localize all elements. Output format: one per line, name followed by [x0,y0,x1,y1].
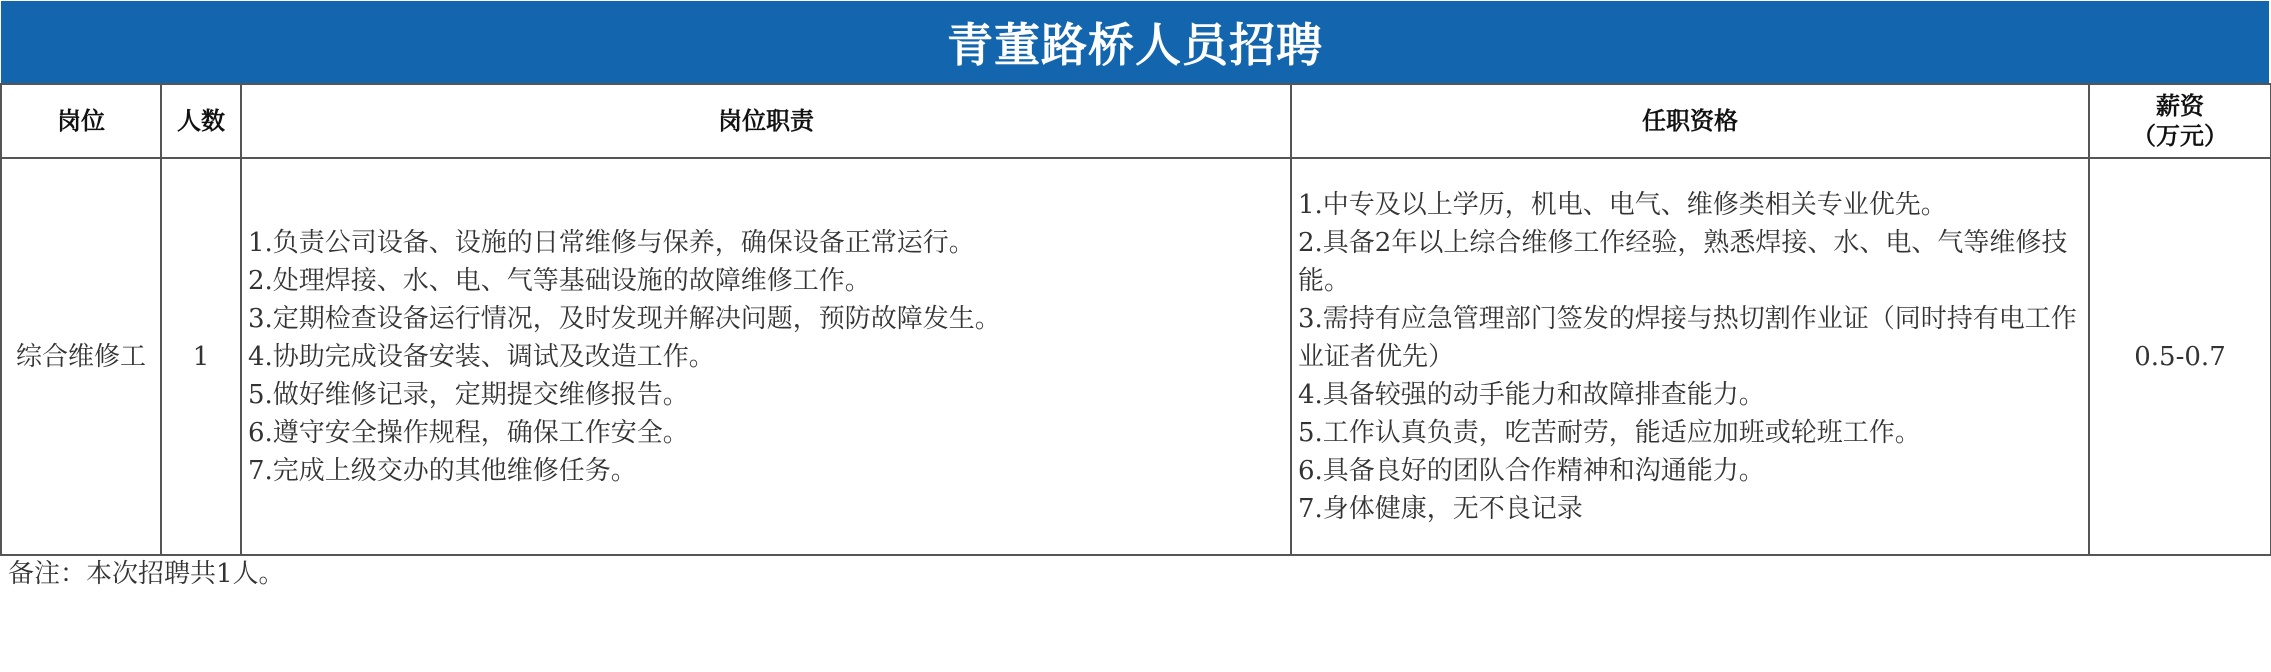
qualification-item: 4.具备较强的动手能力和故障排查能力。 [1298,379,1765,410]
qualification-item: 7.身体健康，无不良记录 [1298,493,1583,524]
duty-item: 5.做好维修记录，定期提交维修报告。 [248,379,689,410]
headcount-cell: 1 [161,158,241,555]
duties-list [242,224,1290,490]
salary-cell: 0.5-0.7 [2089,158,2271,555]
qualification-item: 1.中专及以上学历，机电、电气、维修类相关专业优先。 [1298,189,1947,220]
qualifications-list [1292,186,2088,528]
qualification-item: 5.工作认真负责，吃苦耐劳，能适应加班或轮班工作。 [1298,417,1921,448]
duty-item: 2.处理焊接、水、电、气等基础设施的故障维修工作。 [248,265,871,296]
header-headcount: 人数 [161,84,241,158]
qualification-item: 2.具备2年以上综合维修工作经验，熟悉焊接、水、电、气等维修技能。 [1298,227,2068,296]
header-qualifications: 任职资格 [1291,84,2089,158]
header-duties: 岗位职责 [241,84,1291,158]
header-salary-unit: （万元） [2132,122,2228,150]
duty-item: 7.完成上级交办的其他维修任务。 [248,455,637,486]
header-salary-label: 薪资 [2156,92,2204,120]
qualifications-cell [1291,158,2089,555]
duty-item: 3.定期检查设备运行情况，及时发现并解决问题，预防故障发生。 [248,303,1001,334]
duty-item: 4.协助完成设备安装、调试及改造工作。 [248,341,715,372]
table-row [1,158,2271,555]
duty-item: 6.遵守安全操作规程，确保工作安全。 [248,417,689,448]
header-row [1,84,2271,158]
page-title: 青董路桥人员招聘 [1,1,2269,84]
qualification-item: 6.具备良好的团队合作精神和沟通能力。 [1298,455,1765,486]
qualification-item: 3.需持有应急管理部门签发的焊接与热切割作业证（同时持有电工作业证者优先） [1298,303,2077,372]
footnote: 备注：本次招聘共1人。 [8,559,285,589]
duties-cell [241,158,1291,555]
header-position: 岗位 [1,84,161,158]
header-salary [2089,84,2271,158]
position-cell: 综合维修工 [1,158,161,555]
recruitment-table [0,83,2271,556]
duty-item: 1.负责公司设备、设施的日常维修与保养，确保设备正常运行。 [248,227,975,258]
